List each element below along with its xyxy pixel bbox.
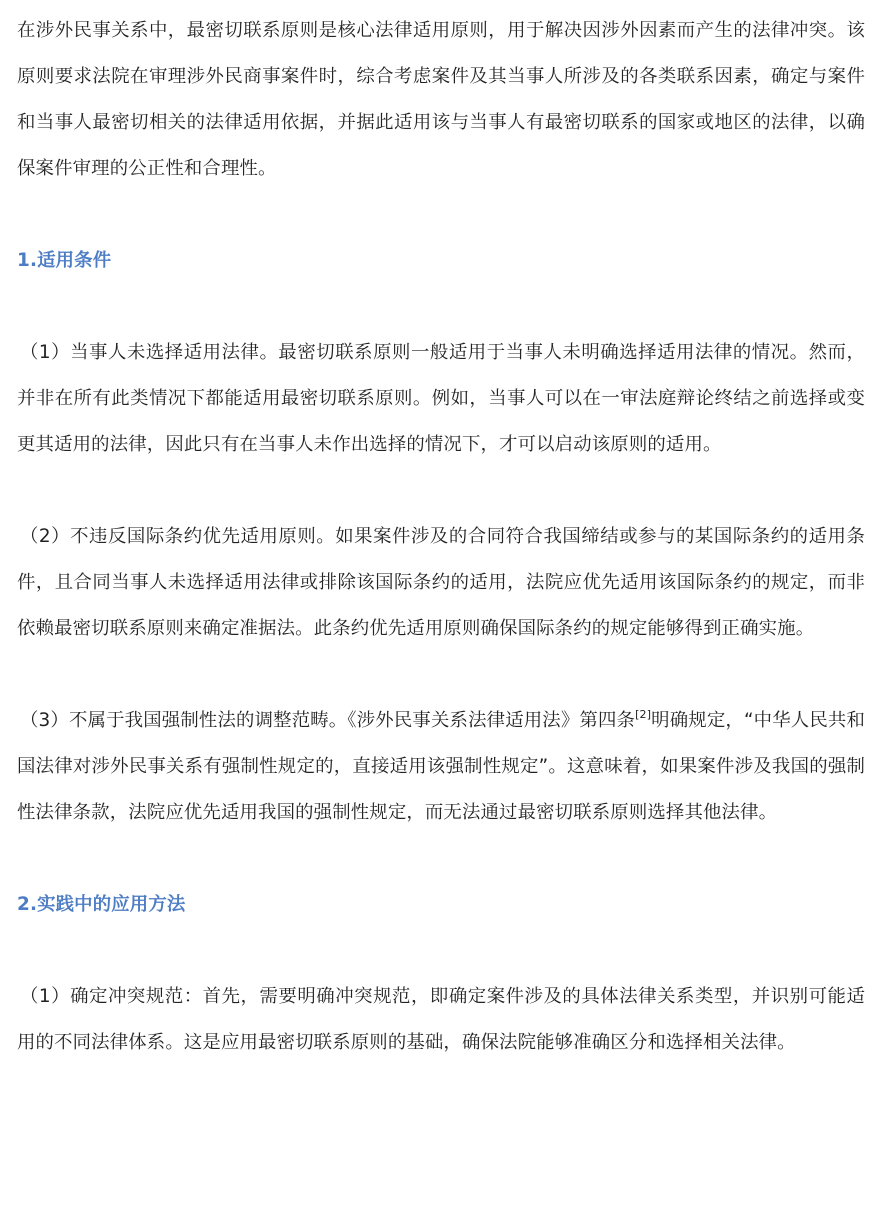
condition-3-text-start: （3）不属于我国强制性法的调整范畴。《涉外民事关系法律适用法》第四条 (20, 710, 636, 731)
intro-paragraph: 在涉外民事关系中，最密切联系原则是核心法律适用原则，用于解决因涉外因素而产生的法律冲突。该原则要求法院在审理涉外民商事案件时，综合考虑案件及其当事人所涉及的各类联系因素，确定与案件和当事人最密切相关的法律适用依据，并据此适用该与当事人有最密切联系的国家或地区的法律，以确保案件审理的公正性和合理性。 (17, 20, 865, 179)
section-heading-practice-methods: 2.实践中的应用方法 (17, 894, 186, 915)
condition-paragraph-3 (17, 698, 865, 836)
condition-3-text-end: 明确规定，“中华人民共和国法律对涉外民事关系有强制性规定的，直接适用该强制性规定”。这意味着，如果案件涉及我国的强制性法律条款，法院应优先适用我国的强制性规定，而无法通过最密切联系原则选择其他法律。 (17, 710, 865, 823)
method-paragraph-1: （1）确定冲突规范：首先，需要明确冲突规范，即确定案件涉及的具体法律关系类型，并识别可能适用的不同法律体系。这是应用最密切联系原则的基础，确保法院能够准确区分和选择相关法律。 (17, 986, 865, 1053)
condition-paragraph-2: （2）不违反国际条约优先适用原则。如果案件涉及的合同符合我国缔结或参与的某国际条约的适用条件，且合同当事人未选择适用法律或排除该国际条约的适用，法院应优先适用该国际条约的规定，而非依赖最密切联系原则来确定准据法。此条约优先适用原则确保国际条约的规定能够得到正确实施。 (17, 526, 865, 639)
section-heading-application-conditions: 1.适用条件 (17, 250, 112, 271)
footnote-reference[interactable]: [2] (635, 707, 652, 721)
article-body (17, 8, 865, 1066)
condition-paragraph-1: （1）当事人未选择适用法律。最密切联系原则一般适用于当事人未明确选择适用法律的情况。然而，并非在所有此类情况下都能适用最密切联系原则。例如，当事人可以在一审法庭辩论终结之前选择或变更其适用的法律，因此只有在当事人未作出选择的情况下，才可以启动该原则的适用。 (17, 342, 865, 455)
